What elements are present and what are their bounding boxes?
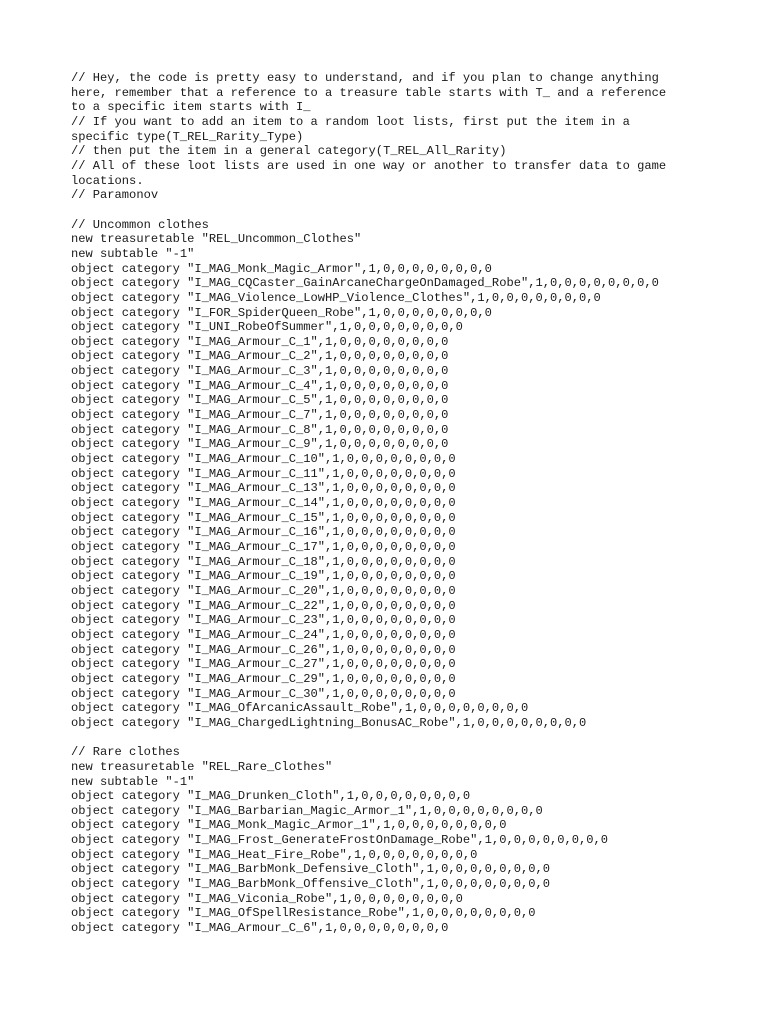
object-category-line: object category "I_MAG_Armour_C_30",1,0,0,0,0,0,0,0,0 — [71, 686, 456, 701]
object-category-line: object category "I_MAG_Monk_Magic_Armor_1",1,0,0,0,0,0,0,0,0 — [71, 818, 507, 833]
treasuretable-declaration: new treasuretable "REL_Uncommon_Clothes" — [71, 232, 362, 247]
object-category-line: object category "I_MAG_Drunken_Cloth",1,0,0,0,0,0,0,0,0 — [71, 789, 471, 804]
treasuretable-declaration: new treasuretable "REL_Rare_Clothes" — [71, 759, 333, 774]
object-category-line: object category "I_MAG_Frost_GenerateFrostOnDamage_Robe",1,0,0,0,0,0,0,0,0 — [71, 833, 609, 848]
object-category-line: object category "I_MAG_Armour_C_16",1,0,0,0,0,0,0,0,0 — [71, 525, 456, 540]
comment-line: specific type(T_REL_Rarity_Type) — [71, 129, 304, 144]
object-category-line: object category "I_MAG_OfSpellResistance_Robe",1,0,0,0,0,0,0,0,0 — [71, 906, 536, 921]
object-category-line: object category "I_MAG_Armour_C_15",1,0,0,0,0,0,0,0,0 — [71, 510, 456, 525]
object-category-line: object category "I_MAG_Armour_C_14",1,0,0,0,0,0,0,0,0 — [71, 496, 456, 511]
section-comment: // Rare clothes — [71, 745, 180, 760]
object-category-line: object category "I_MAG_Armour_C_2",1,0,0,0,0,0,0,0,0 — [71, 349, 449, 364]
object-category-line: object category "I_MAG_Armour_C_6",1,0,0,0,0,0,0,0,0 — [71, 921, 449, 936]
object-category-line: object category "I_MAG_Armour_C_26",1,0,0,0,0,0,0,0,0 — [71, 642, 456, 657]
blank-line — [71, 203, 711, 218]
object-category-line: object category "I_MAG_Armour_C_19",1,0,0,0,0,0,0,0,0 — [71, 569, 456, 584]
document-page — [71, 71, 711, 936]
blank-line — [71, 731, 711, 746]
object-category-line: object category "I_FOR_SpiderQueen_Robe",1,0,0,0,0,0,0,0,0 — [71, 305, 492, 320]
comment-line: // All of these loot lists are used in one way or another to transfer data to game — [71, 158, 667, 173]
object-category-line: object category "I_MAG_Armour_C_20",1,0,0,0,0,0,0,0,0 — [71, 583, 456, 598]
header-comment-block — [71, 71, 711, 203]
comment-line: // If you want to add an item to a random loot lists, first put the item in a — [71, 114, 630, 129]
object-category-line: object category "I_MAG_Barbarian_Magic_Armor_1",1,0,0,0,0,0,0,0,0 — [71, 803, 543, 818]
object-category-line: object category "I_MAG_Viconia_Robe",1,0,0,0,0,0,0,0,0 — [71, 891, 463, 906]
object-category-line: object category "I_MAG_Armour_C_18",1,0,0,0,0,0,0,0,0 — [71, 554, 456, 569]
comment-line: locations. — [71, 173, 144, 188]
object-category-line: object category "I_MAG_Armour_C_4",1,0,0,0,0,0,0,0,0 — [71, 378, 449, 393]
uncommon-item-list — [71, 262, 711, 731]
rare-item-list — [71, 789, 711, 936]
object-category-line: object category "I_MAG_Armour_C_24",1,0,0,0,0,0,0,0,0 — [71, 627, 456, 642]
subtable-declaration: new subtable "-1" — [71, 246, 195, 261]
object-category-line: object category "I_MAG_Armour_C_5",1,0,0,0,0,0,0,0,0 — [71, 393, 449, 408]
object-category-line: object category "I_MAG_Heat_Fire_Robe",1,0,0,0,0,0,0,0,0 — [71, 847, 478, 862]
object-category-line: object category "I_MAG_Armour_C_9",1,0,0,0,0,0,0,0,0 — [71, 437, 449, 452]
object-category-line: object category "I_MAG_Armour_C_8",1,0,0,0,0,0,0,0,0 — [71, 422, 449, 437]
object-category-line: object category "I_MAG_BarbMonk_Offensive_Cloth",1,0,0,0,0,0,0,0,0 — [71, 877, 550, 892]
object-category-line: object category "I_MAG_Armour_C_3",1,0,0,0,0,0,0,0,0 — [71, 364, 449, 379]
object-category-line: object category "I_MAG_Violence_LowHP_Violence_Clothes",1,0,0,0,0,0,0,0,0 — [71, 290, 601, 305]
object-category-line: object category "I_MAG_Monk_Magic_Armor",1,0,0,0,0,0,0,0,0 — [71, 261, 492, 276]
object-category-line: object category "I_MAG_OfArcanicAssault_Robe",1,0,0,0,0,0,0,0,0 — [71, 701, 529, 716]
comment-line: // Hey, the code is pretty easy to understand, and if you plan to change anything — [71, 71, 659, 85]
object-category-line: object category "I_MAG_Armour_C_22",1,0,0,0,0,0,0,0,0 — [71, 598, 456, 613]
object-category-line: object category "I_MAG_Armour_C_29",1,0,0,0,0,0,0,0,0 — [71, 671, 456, 686]
object-category-line: object category "I_MAG_Armour_C_23",1,0,0,0,0,0,0,0,0 — [71, 613, 456, 628]
object-category-line: object category "I_MAG_Armour_C_1",1,0,0,0,0,0,0,0,0 — [71, 334, 449, 349]
comment-line: to a specific item starts with I_ — [71, 100, 311, 115]
comment-line: here, remember that a reference to a treasure table starts with T_ and a reference — [71, 85, 667, 100]
object-category-line: object category "I_MAG_CQCaster_GainArcaneChargeOnDamaged_Robe",1,0,0,0,0,0,0,0,0 — [71, 276, 659, 291]
object-category-line: object category "I_MAG_Armour_C_7",1,0,0,0,0,0,0,0,0 — [71, 408, 449, 423]
object-category-line: object category "I_MAG_Armour_C_17",1,0,0,0,0,0,0,0,0 — [71, 540, 456, 554]
object-category-line: object category "I_MAG_Armour_C_27",1,0,0,0,0,0,0,0,0 — [71, 657, 456, 672]
object-category-line: object category "I_MAG_Armour_C_10",1,0,0,0,0,0,0,0,0 — [71, 452, 456, 467]
object-category-line: object category "I_UNI_RobeOfSummer",1,0,0,0,0,0,0,0,0 — [71, 320, 463, 335]
comment-line: // then put the item in a general category(T_REL_All_Rarity) — [71, 144, 507, 159]
object-category-line: object category "I_MAG_Armour_C_13",1,0,0,0,0,0,0,0,0 — [71, 481, 456, 496]
uncommon-clothes-section — [71, 218, 711, 731]
object-category-line: object category "I_MAG_Armour_C_11",1,0,0,0,0,0,0,0,0 — [71, 466, 456, 481]
section-comment: // Uncommon clothes — [71, 217, 209, 232]
object-category-line: object category "I_MAG_ChargedLightning_BonusAC_Robe",1,0,0,0,0,0,0,0,0 — [71, 715, 587, 730]
comment-line: // Paramonov — [71, 188, 159, 203]
object-category-line: object category "I_MAG_BarbMonk_Defensive_Cloth",1,0,0,0,0,0,0,0,0 — [71, 862, 550, 877]
rare-clothes-section — [71, 745, 711, 936]
subtable-declaration: new subtable "-1" — [71, 774, 195, 789]
